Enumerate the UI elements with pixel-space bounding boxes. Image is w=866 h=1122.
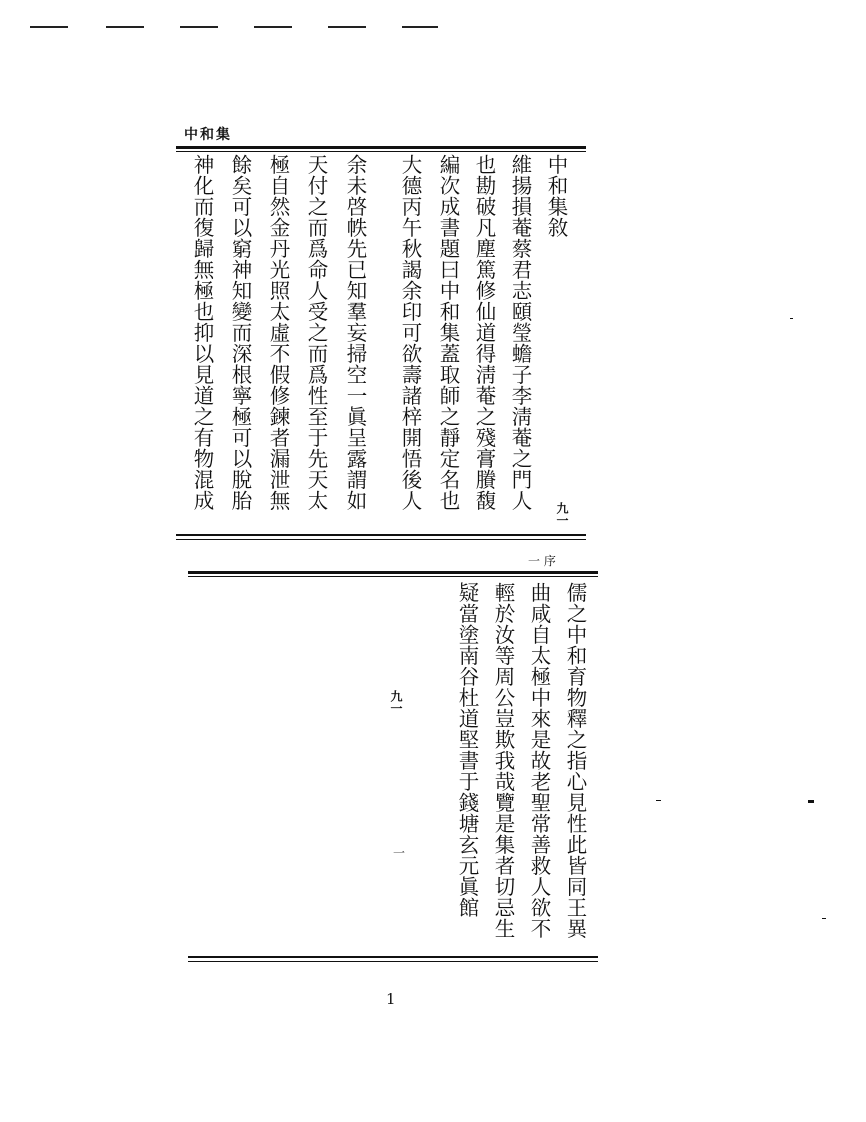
text-column: 也勘破凡塵篤修仙道得淸菴之殘膏賸馥	[472, 154, 496, 511]
section-tag: 一 序	[528, 554, 556, 568]
text-column: 餘矣可以窮神知變而深根寧極可以脫胎	[228, 154, 252, 511]
top-rule-thin	[188, 576, 598, 577]
scan-dash	[402, 26, 438, 28]
scan-dash	[254, 26, 292, 28]
scan-speck	[790, 318, 793, 319]
scan-speck	[656, 800, 661, 801]
folio-number: 九一	[555, 502, 569, 526]
top-rule	[188, 571, 598, 574]
top-rule	[176, 146, 586, 149]
text-column: 疑當塗南谷杜道堅書于錢塘玄元眞館	[455, 582, 479, 918]
scan-dash	[180, 26, 218, 28]
page-header: 中和集	[184, 127, 232, 143]
bottom-rule	[176, 534, 586, 536]
top-rule-thin	[176, 151, 586, 152]
text-column: 中和集敘	[544, 154, 568, 238]
text-column: 輕於汝等周公豈欺我哉覽是集者切忌生	[491, 582, 515, 939]
text-column: 維揚損菴蔡君志頤瑩蟾子李淸菴之門人	[508, 154, 532, 511]
bottom-rule-thin	[176, 539, 586, 540]
text-column: 編次成書題曰中和集蓋取師之靜定名也	[436, 154, 460, 511]
scan-dash	[106, 26, 144, 28]
text-column: 儒之中和育物釋之指心見性此皆同王異	[563, 582, 587, 939]
folio-number: 九一	[389, 690, 403, 714]
page-number: 1	[386, 990, 396, 1008]
page-mark: 一	[393, 846, 406, 860]
scan-speck	[822, 918, 826, 919]
scan-dash	[328, 26, 366, 28]
text-column: 大德丙午秋謁余印可欲壽諸梓開悟後人	[398, 154, 422, 511]
text-column: 天付之而爲命人受之而爲性至于先天太	[304, 154, 328, 511]
text-column: 余未啓帙先已知羣妄掃空一眞呈露謂如	[343, 154, 367, 511]
bottom-rule	[188, 956, 598, 958]
bottom-rule-thin	[188, 961, 598, 962]
text-column: 極自然金丹光照太虛不假修鍊者漏泄無	[266, 154, 290, 511]
scan-speck	[808, 800, 814, 803]
text-column: 曲咸自太極中來是故老聖常善救人欲不	[527, 582, 551, 939]
text-column: 神化而復歸無極也抑以見道之有物混成	[190, 154, 214, 511]
scan-dash	[30, 26, 68, 28]
